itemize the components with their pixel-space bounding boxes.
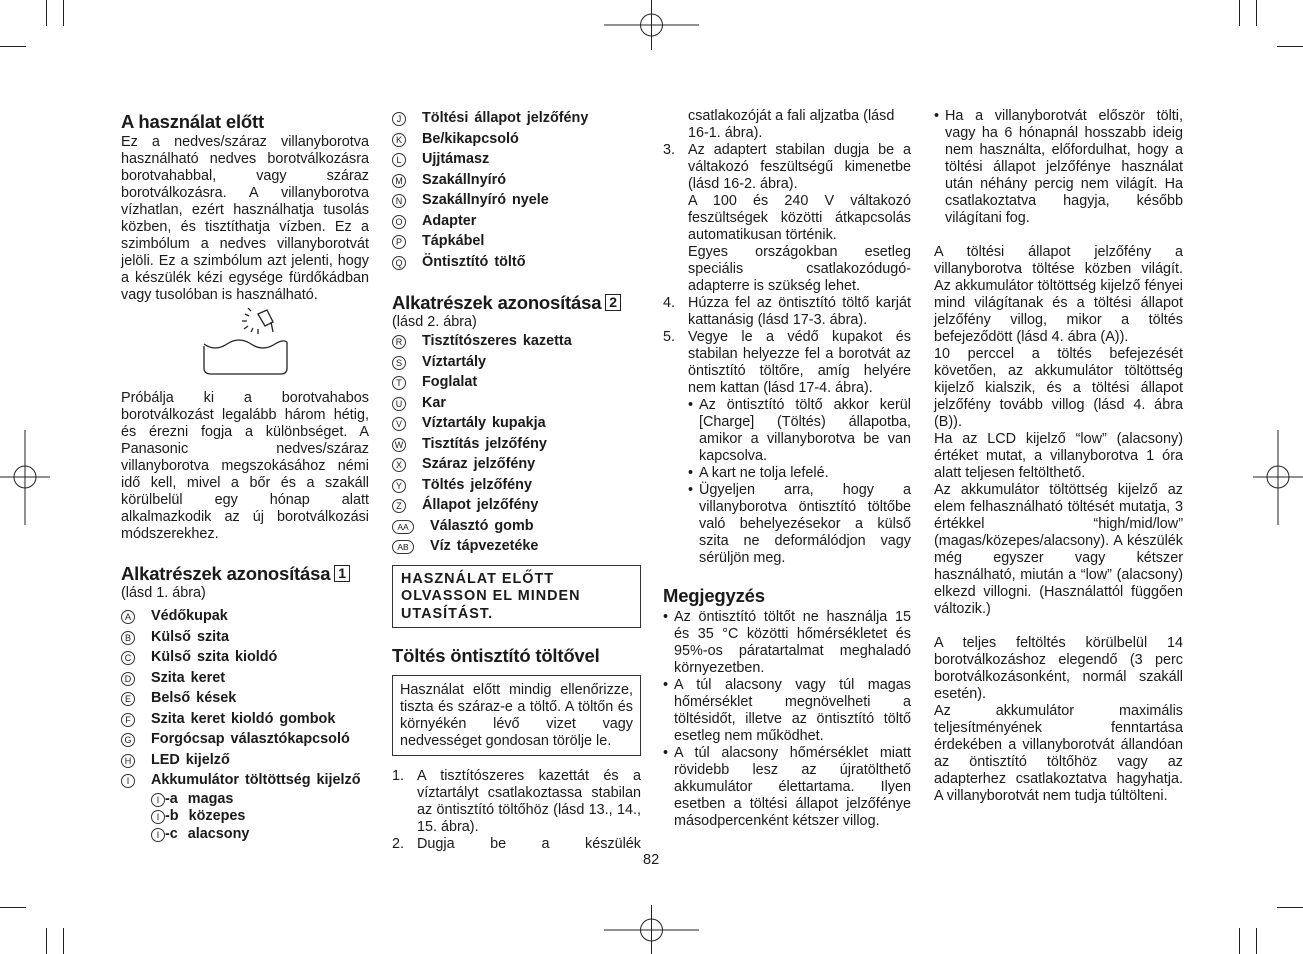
step-2-continued: csatlakozóját a fali aljzatba (lásd 16-1. ábra). <box>688 108 895 141</box>
part-marker: X <box>392 458 406 472</box>
part-item <box>392 352 641 373</box>
step-3: 3. Az adaptert stabilan dugja be a váltakozó feszültségű kimenetbe (lásd 16-2. ábra). A 100 és 240 V váltakozó feszültségek közötti átkapcsolás automatikusan történik. Egyes országokban esetleg speciális csatlakozódugó-adapterre is szükség lehet. <box>663 142 911 294</box>
part-item <box>121 668 369 689</box>
part-item <box>121 627 369 648</box>
part-item <box>392 170 641 191</box>
part-item <box>121 750 369 771</box>
part-marker: AA <box>392 520 414 534</box>
part-label: Be/kikapcsoló <box>422 130 519 147</box>
part-label: Szakállnyíró nyele <box>422 192 549 208</box>
before-use-text: Ez a nedves/száraz villanyborotva használható nedves borotválkozásra borotvahabbal, vagy száraz borotválkozásra. A villanyborotva vízhatlan, ezért használhatja tusolás közben, és tisztíthatja vízben. Ez a szimbólum a nedves villanyborotvát jelöli. Ez a szimbólum azt jelenti, hogy a készülék kézi egysége fürdőkádban vagy tusolóban is használható. <box>121 134 369 303</box>
part-item <box>392 149 641 170</box>
part-marker: N <box>392 194 406 208</box>
part-item <box>392 516 641 537</box>
part-label: Szita keret kioldó gombok <box>151 710 336 727</box>
part-label: Külső szita <box>151 628 229 645</box>
part-marker: B <box>121 631 135 645</box>
part-marker: G <box>121 733 135 747</box>
part-marker: I <box>151 828 165 842</box>
part-marker: P <box>392 235 406 249</box>
part-marker: Y <box>392 479 406 493</box>
bullet-item <box>688 397 911 465</box>
charging-title: Töltés öntisztító töltővel <box>392 645 600 666</box>
part-subitem <box>151 808 369 826</box>
part-label: Tisztítás jelzőfény <box>422 435 547 452</box>
bullet-text: Az öntisztító töltő akkor kerül [Charge] (Töltés) állapotba, amikor a villanyborotva be van kapcsolva. <box>699 397 911 464</box>
parts1-list-continued <box>392 108 641 272</box>
part-label: Szita keret <box>151 669 225 686</box>
part-marker: AB <box>392 540 414 554</box>
bullet-dot: • <box>663 745 669 761</box>
page-number: 82 <box>643 852 660 868</box>
part-marker: D <box>121 672 135 686</box>
para-full-charge: A teljes feltöltés körülbelül 14 borotválkozáshoz elegendő (3 perc borotválkozásonként, normál szakáll esetén). <box>934 635 1183 702</box>
step-1: 1. A tisztítószeres kazettát és a víztartályt csatlakoztassa stabilan az öntisztító töltőhöz (lásd 13., 14., 15. ábra). <box>392 768 641 835</box>
bullet-text: A túl alacsony vagy túl magas hőmérséklet megnövelheti a töltésidőt, illetve az öntisztító töltő esetleg nem működhet. <box>674 677 911 744</box>
part-marker: Q <box>392 256 406 270</box>
step-3-adapter: Egyes országokban esetleg speciális csatlakozódugó-adapterre is szükség lehet. <box>688 244 911 294</box>
column-4 <box>934 108 1183 805</box>
part-label: Akkumulátor töltöttség kijelző <box>151 772 361 788</box>
part-label: Foglalat <box>422 374 478 390</box>
para-max-performance: Az akkumulátor maximális teljesítményének fenntartása érdekében a villanyborotvát állandóan az öntisztító töltőhöz vagy az adapterhez csatlakoztatva hagyhatja. A villanyborotvát nem tudja túltölteni. <box>934 703 1183 804</box>
part-subitem <box>151 791 369 809</box>
column-3 <box>663 108 911 830</box>
para-after-10-min: 10 perccel a töltés befejezését követően, az akkumulátor töltöttség kijelző kialszik, és a töltési állapot jelzőfény tovább villog (lásd 4. ábra (B)). <box>934 346 1183 430</box>
shower-icon <box>201 308 311 388</box>
part-label: Belső kések <box>151 690 237 706</box>
bullet-dot: • <box>688 465 694 481</box>
bullet-item <box>688 482 911 567</box>
part-item <box>392 211 641 232</box>
part-label: Szakállnyíró <box>422 171 506 188</box>
part-marker: M <box>392 174 406 188</box>
figure-1-badge: 1 <box>334 565 350 582</box>
part-item <box>392 129 641 150</box>
try-text: Próbálja ki a borotvahabos borotválkozást legalább három hétig, és érezni fogja a különbséget. A Panasonic nedves/száraz villanyborotva megszokásához némi idő kell, mivel a bőr és a szakáll körülbelül egy hónap alatt alkalmazkodik az új borotválkozási módszerekhez. <box>121 390 369 542</box>
part-marker: O <box>392 215 406 229</box>
part-marker: Z <box>392 499 406 513</box>
part-label: Védőkupak <box>151 608 228 624</box>
parts1-title-text: Alkatrészek azonosítása <box>121 563 331 584</box>
parts2-ref: (lásd 2. ábra) <box>392 314 477 330</box>
part-item <box>392 495 641 516</box>
parts1-list <box>121 606 369 791</box>
part-item <box>392 231 641 252</box>
bullet-text: A kart ne tolja lefelé. <box>699 465 829 481</box>
part-label: Öntisztító töltő <box>422 253 526 270</box>
part-marker: I <box>151 810 165 824</box>
before-use-title: A használat előtt <box>121 111 264 132</box>
part-item <box>121 709 369 730</box>
shower-bath-figure <box>121 304 369 388</box>
bullet-text: Az öntisztító töltőt ne használja 15 és 35 °C közötti hőmérsékletet és 95%-os páratartalmat meghaladó környezetben. <box>674 609 911 676</box>
bullet-text: Ügyeljen arra, hogy a villanyborotva öntisztító töltőbe való behelyezésekor a külső szita ne deformálódjon vagy sérüljön meg. <box>699 482 911 566</box>
part-item <box>392 454 641 475</box>
part-subitem <box>151 826 369 844</box>
para-battery-indicator: Az akkumulátor töltöttség kijelző az elem felhasználható töltését mutatja, 3 értékkel “high/mid/low” (magas/közepes/alacsony). A készülék még egyszer vagy kétszer használható, miután a “low” (alacsony) elkezd villogni. (Használattól függően változik.) <box>934 482 1183 617</box>
part-marker: T <box>392 376 406 390</box>
para-lcd-low: Ha az LCD kijelző “low” (alacsony) értéket mutat, a villanyborotva 1 óra alatt teljesen feltölthető. <box>934 431 1183 481</box>
parts1-title <box>121 563 369 585</box>
part-label: Töltési állapot jelzőfény <box>422 110 589 126</box>
part-marker: U <box>392 397 406 411</box>
bullet-item <box>663 677 911 745</box>
part-label: Külső szita kioldó <box>151 649 278 665</box>
part-label: Állapot jelzőfény <box>422 497 539 513</box>
column-1 <box>121 108 369 843</box>
step-5-bullets <box>663 397 911 567</box>
part-label: Adapter <box>422 212 477 229</box>
notes-title: Megjegyzés <box>663 585 765 606</box>
part-label: Választó gomb <box>430 517 534 534</box>
step-5: 5. Vegye le a védő kupakot és stabilan helyezze fel a borotvát az öntisztító töltőre, amíg helyére nem kattan (lásd 17-4. ábra). <box>663 329 911 396</box>
part-marker: S <box>392 356 406 370</box>
part-item <box>392 252 641 273</box>
part-item <box>392 475 641 496</box>
part-label: Tápkábel <box>422 233 485 249</box>
part-item <box>392 393 641 414</box>
step-4: 4. Húzza fel az öntisztító töltő karját kattanásig (lásd 17-3. ábra). <box>663 295 911 328</box>
bullet-dot: • <box>688 482 694 498</box>
part-item <box>121 688 369 709</box>
part-item <box>121 729 369 750</box>
parts2-title-text: Alkatrészek azonosítása <box>392 292 602 313</box>
step-3-voltage: A 100 és 240 V váltakozó feszültségek közötti átkapcsolás automatikusan történik. <box>688 193 911 243</box>
part-marker: H <box>121 754 135 768</box>
part-item <box>392 434 641 455</box>
bullet-item <box>688 465 911 482</box>
part-item <box>392 190 641 211</box>
bullet-item <box>663 745 911 830</box>
part-marker: I <box>151 793 165 807</box>
part-item <box>121 770 369 791</box>
part-marker: A <box>121 610 135 624</box>
part-item <box>121 606 369 627</box>
column-2 <box>392 108 641 853</box>
part-item <box>392 331 641 352</box>
step-2: 2. Dugja be a készülék <box>392 836 641 852</box>
part-label: Forgócsap választókapcsoló <box>151 731 350 747</box>
part-label: Víztartály kupakja <box>422 415 546 431</box>
part-label: Ujjtámasz <box>422 151 490 167</box>
warning-box: HASZNÁLAT ELŐTT OLVASSON EL MINDEN UTASÍTÁST. <box>392 565 641 629</box>
part-item <box>121 647 369 668</box>
bullet-dot: • <box>663 677 669 693</box>
part-label: magas <box>187 790 234 807</box>
part-marker: L <box>392 153 406 167</box>
part-item <box>392 108 641 129</box>
charging-steps <box>392 768 641 853</box>
para-charging-light: A töltési állapot jelzőfény a villanyborotva töltése közben világít. Az akkumulátor töltöttség kijelző fényei mind világítanak és a töltési állapot jelzőfény villog, mikor a töltés befejeződött (lásd 4. ábra (A)). <box>934 244 1183 345</box>
step-3-text: Az adaptert stabilan dugja be a váltakozó feszültségű kimenetbe (lásd 16-2. ábra). <box>688 142 911 192</box>
first-charge-bullet: • Ha a villanyborotvát először tölti, vagy ha 6 hónapnál hosszabb ideig nem használta, előfordulhat, hogy a töltési állapot jelzőfénye használat után néhány percig nem világít. Ha csatlakoztatva hagyja, később világítani fog. <box>934 108 1183 226</box>
part-marker: C <box>121 651 135 665</box>
part-label: Töltés jelzőfény <box>422 476 532 493</box>
part-item <box>392 413 641 434</box>
figure-2-badge: 2 <box>605 294 621 311</box>
bullet-item <box>663 609 911 677</box>
part-label: Víz tápvezetéke <box>430 538 539 554</box>
part-marker: F <box>121 713 135 727</box>
part-label: közepes <box>188 808 246 824</box>
part-label: Kar <box>422 394 446 411</box>
part-marker: I <box>121 774 135 788</box>
part-item <box>392 536 641 557</box>
part-item <box>392 372 641 393</box>
parts1-ref: (lásd 1. ábra) <box>121 585 206 601</box>
part-label: LED kijelző <box>151 751 230 768</box>
part-label: alacsony <box>187 825 250 842</box>
part-marker: R <box>392 335 406 349</box>
part-label: Víztartály <box>422 353 486 370</box>
part-suffix: -c <box>165 825 178 842</box>
part-suffix: -a <box>165 790 178 807</box>
part-marker: K <box>392 133 406 147</box>
parts2-list <box>392 331 641 557</box>
notes-list <box>663 609 911 830</box>
part-marker: J <box>392 112 406 126</box>
part-label: Tisztítószeres kazetta <box>422 333 572 349</box>
part-suffix: -b <box>165 808 179 824</box>
parts1-sublist <box>121 791 369 844</box>
bullet-dot: • <box>688 397 694 413</box>
part-marker: E <box>121 692 135 706</box>
part-marker: W <box>392 438 406 452</box>
bullet-text: A túl alacsony hőmérséklet miatt rövidebb lesz az újratölthető akkumulátor élettartama. Ilyen esetben a töltési állapot jelzőfénye másodpercenként kétszer villog. <box>674 745 911 829</box>
bullet-dot: • <box>663 609 669 625</box>
part-label: Száraz jelzőfény <box>422 456 536 472</box>
info-box: Használat előtt mindig ellenőrizze, tiszta és száraz-e a töltő. A töltőn és környékén lévő vizet vagy nedvességet gondosan törölje le. <box>392 675 641 756</box>
part-marker: V <box>392 417 406 431</box>
parts2-title <box>392 292 641 314</box>
